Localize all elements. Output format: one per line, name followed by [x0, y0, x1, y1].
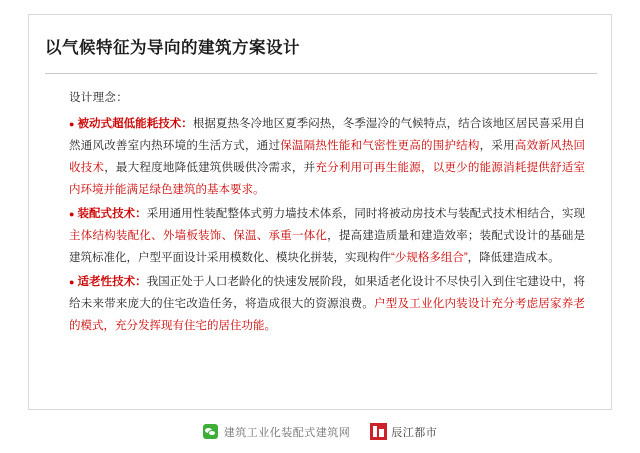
bullet-icon: ● — [69, 119, 75, 129]
list-item-term: 被动式超低能耗技术： — [77, 118, 193, 131]
slide-frame — [28, 14, 612, 410]
page-title: 以气候特征为导向的建筑方案设计 — [45, 39, 300, 57]
list-item-highlight: 户型及工业化内装设计充分考虑居家养老的模式，充分发挥现有住宅的居住功能。 — [69, 298, 585, 333]
list-item-text: ，提高建造质量和建造效率；装配式设计的基础是建筑标准化，户型平面设计采用模数化、模块化拼装，实现构件 — [69, 230, 586, 265]
list-item-term: 适老性技术： — [77, 276, 147, 289]
list-item-text: 根据夏热冬冷地区夏季闷热，冬季湿冷的气候特点，结合该地区居民喜采用自然通风改善室内热环境的生活方式，通过 — [69, 118, 586, 153]
list-item-highlight: ，以更少的能源消耗提供舒适室内环境并能满足绿色建筑的基本要求。 — [69, 162, 586, 197]
bullet-icon: ● — [69, 209, 75, 220]
list-item-text: 将给未来带来庞大的住宅改造任务，将造成很大的资源浪费。 — [69, 276, 586, 311]
list-item-term: 装配式技术： — [77, 208, 147, 221]
title-divider — [45, 73, 597, 74]
list-item-text: 我国正处于人口老龄化的快速发展阶段，如果适老化设计不尽快引入到住宅建设中， — [146, 276, 574, 289]
footer-content — [0, 410, 640, 453]
list-item — [69, 113, 585, 201]
list-item-highlight: 保温隔热性能和气密性更高的围护结构 — [280, 140, 480, 153]
chenjiang-logo-icon — [370, 423, 387, 440]
wechat-account-name: 建筑工业化装配式建筑网 — [223, 426, 351, 439]
list-item-highlight: 高效新风热回收技术 — [69, 140, 586, 175]
list-item-text: ，最大程度地降低建筑供暖供冷需求，并 — [104, 162, 316, 175]
list-item-highlight: “少规格多组合” — [391, 252, 468, 265]
brand-logo — [370, 423, 437, 440]
slide-title-wrap — [45, 37, 597, 59]
footer-bar — [0, 410, 640, 453]
list-item-highlight: 主体结构装配化、外墙板装饰、保温、承重一体化 — [69, 230, 328, 243]
bullet-icon: ● — [69, 277, 75, 288]
list-item — [69, 203, 585, 269]
list-item-text: 采用通用性装配整体式剪力墙技术体系，同时将被动房技术与装配式技术相结合，实现 — [146, 208, 586, 221]
wechat-icon — [203, 424, 218, 439]
list-item-highlight: 充分利用可再生能源 — [315, 162, 421, 175]
slide-body — [69, 87, 585, 339]
brand-name: 辰江都市 — [391, 426, 438, 439]
list-item — [69, 271, 585, 337]
design-concept-label: 设计理念： — [69, 92, 128, 104]
list-item-text: ，采用 — [479, 140, 515, 153]
list-item-text: ，降低建造成本。 — [467, 252, 560, 265]
